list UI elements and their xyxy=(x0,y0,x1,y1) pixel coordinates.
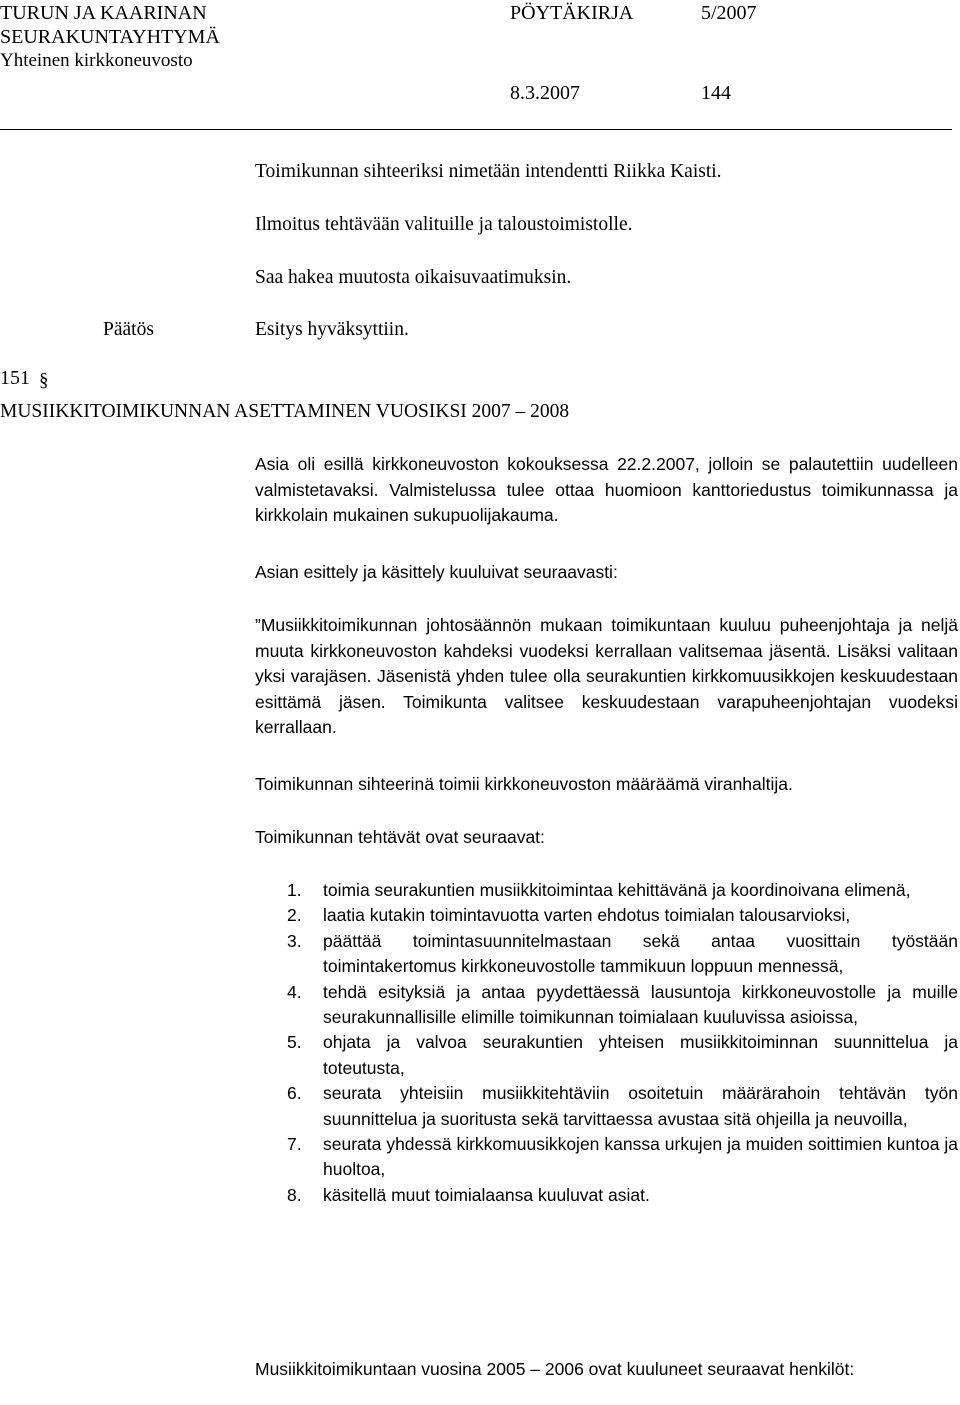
notice-line: Ilmoitus tehtävään valituille ja taloustoimistolle. xyxy=(255,214,633,235)
meeting-date: 8.3.2007 xyxy=(510,82,580,104)
body-name: Yhteinen kirkkoneuvosto xyxy=(0,50,193,71)
section-sign-icon xyxy=(39,369,51,391)
section-number xyxy=(0,367,49,391)
list-item xyxy=(255,929,958,980)
list-item-text: käsitellä muut toimialaansa kuuluvat asiat. xyxy=(323,1184,650,1205)
paragraph-background: Asia oli esillä kirkkoneuvoston kokouksessa 22.2.2007, jolloin se palautettiin uudelleen valmistetavaksi. Valmistelussa tulee ottaa huomioon kanttoriedustus toimikunnassa ja kirkkolain mukainen sukupuolijakauma. xyxy=(255,454,958,526)
paragraph-intro: Asian esittely ja käsittely kuuluivat seuraavasti: xyxy=(255,562,618,582)
document-type: PÖYTÄKIRJA xyxy=(510,2,634,24)
svg-text:§: § xyxy=(39,370,49,391)
tasks-list xyxy=(255,878,958,1208)
list-item-text: tehdä esityksiä ja antaa pyydettäessä lausuntoja kirkkoneuvostolle ja muille seurakunnallisille elimille toimikunnan toimialaan kuuluvissa asioissa, xyxy=(323,981,958,1028)
list-item xyxy=(255,903,958,928)
list-item-text: seurata yhdessä kirkkomuusikkojen kanssa urkujen ja muiden soittimien kuntoa ja huoltoa, xyxy=(323,1134,958,1180)
organization-subname: SEURAKUNTAYHTYMÄ xyxy=(0,26,220,48)
list-item-number: 2. xyxy=(287,905,302,926)
page-number: 144 xyxy=(701,82,731,104)
list-item-number: 7. xyxy=(287,1134,302,1155)
list-item-text: päättää toimintasuunnitelmastaan sekä antaa vuosittain työstään toimintakertomus kirkkoneuvostolle tammikuun loppuun mennessä, xyxy=(323,930,958,977)
section-title: MUSIIKKITOIMIKUNNAN ASETTAMINEN VUOSIKSI 2007 – 2008 xyxy=(0,401,570,422)
section-number-text: 151 xyxy=(0,367,30,389)
paragraph-secretary: Toimikunnan sihteerinä toimii kirkkoneuvoston määräämä viranhaltija. xyxy=(255,774,793,794)
list-item xyxy=(255,1081,958,1132)
list-item-text: toimia seurakuntien musiikkitoimintaa kehittävänä ja koordinoivana elimenä, xyxy=(323,880,911,900)
list-item-number: 4. xyxy=(287,981,302,1002)
list-item-number: 5. xyxy=(287,1032,302,1053)
list-item-number: 6. xyxy=(287,1083,302,1104)
decision-label: Päätös xyxy=(103,319,154,340)
secretary-line: Toimikunnan sihteeriksi nimetään intendentti Riikka Kaisti. xyxy=(255,161,722,182)
document-header xyxy=(0,2,960,112)
decision-text: Esitys hyväksyttiin. xyxy=(255,319,409,340)
list-item-number: 1. xyxy=(287,880,302,900)
list-item xyxy=(255,1132,958,1183)
paragraph-members-intro: Musiikkitoimikuntaan vuosina 2005 – 2006 ovat kuuluneet seuraavat henkilöt: xyxy=(255,1359,855,1379)
list-item-text: ohjata ja valvoa seurakuntien yhteisen musiikkitoiminnan suunnittelua ja toteutusta, xyxy=(323,1032,958,1078)
list-item-text: laatia kutakin toimintavuotta varten ehdotus toimialan talousarvioksi, xyxy=(323,905,851,926)
header-divider xyxy=(0,129,952,130)
list-item-number: 3. xyxy=(287,930,302,951)
document-number: 5/2007 xyxy=(701,2,757,24)
list-item xyxy=(255,1183,958,1208)
appeal-line: Saa hakea muutosta oikaisuvaatimuksin. xyxy=(255,267,572,288)
list-item xyxy=(255,980,958,1031)
paragraph-tasks-intro: Toimikunnan tehtävät ovat seuraavat: xyxy=(255,827,545,847)
list-item xyxy=(255,878,958,903)
paragraph-rules-quote: ”Musiikkitoimikunnan johtosäännön mukaan toimikuntaan kuuluu puheenjohtaja ja neljä muuta kirkkoneuvoston kahdeksi vuodeksi kerrallaan valitsemaa jäsentä. Lisäksi valitaan yksi varajäsen. Jäsenistä yhden tulee olla seurakuntien kirkkomuusikkojen keskuudestaan esittämä jäsen. Toimikunta valitsee keskuudestaan varapuheenjohtajan vuodeksi kerrallaan. xyxy=(255,615,958,738)
list-item-text: seurata yhteisiin musiikkitehtäviin osoitetuin määrärahoin tehtävän työn suunnittelua ja suoritusta sekä tarvittaessa avustaa sitä ohjeilla ja neuvoilla, xyxy=(323,1083,958,1129)
list-item xyxy=(255,1030,958,1081)
list-item-number: 8. xyxy=(287,1184,302,1205)
organization-name: TURUN JA KAARINAN xyxy=(0,2,207,24)
